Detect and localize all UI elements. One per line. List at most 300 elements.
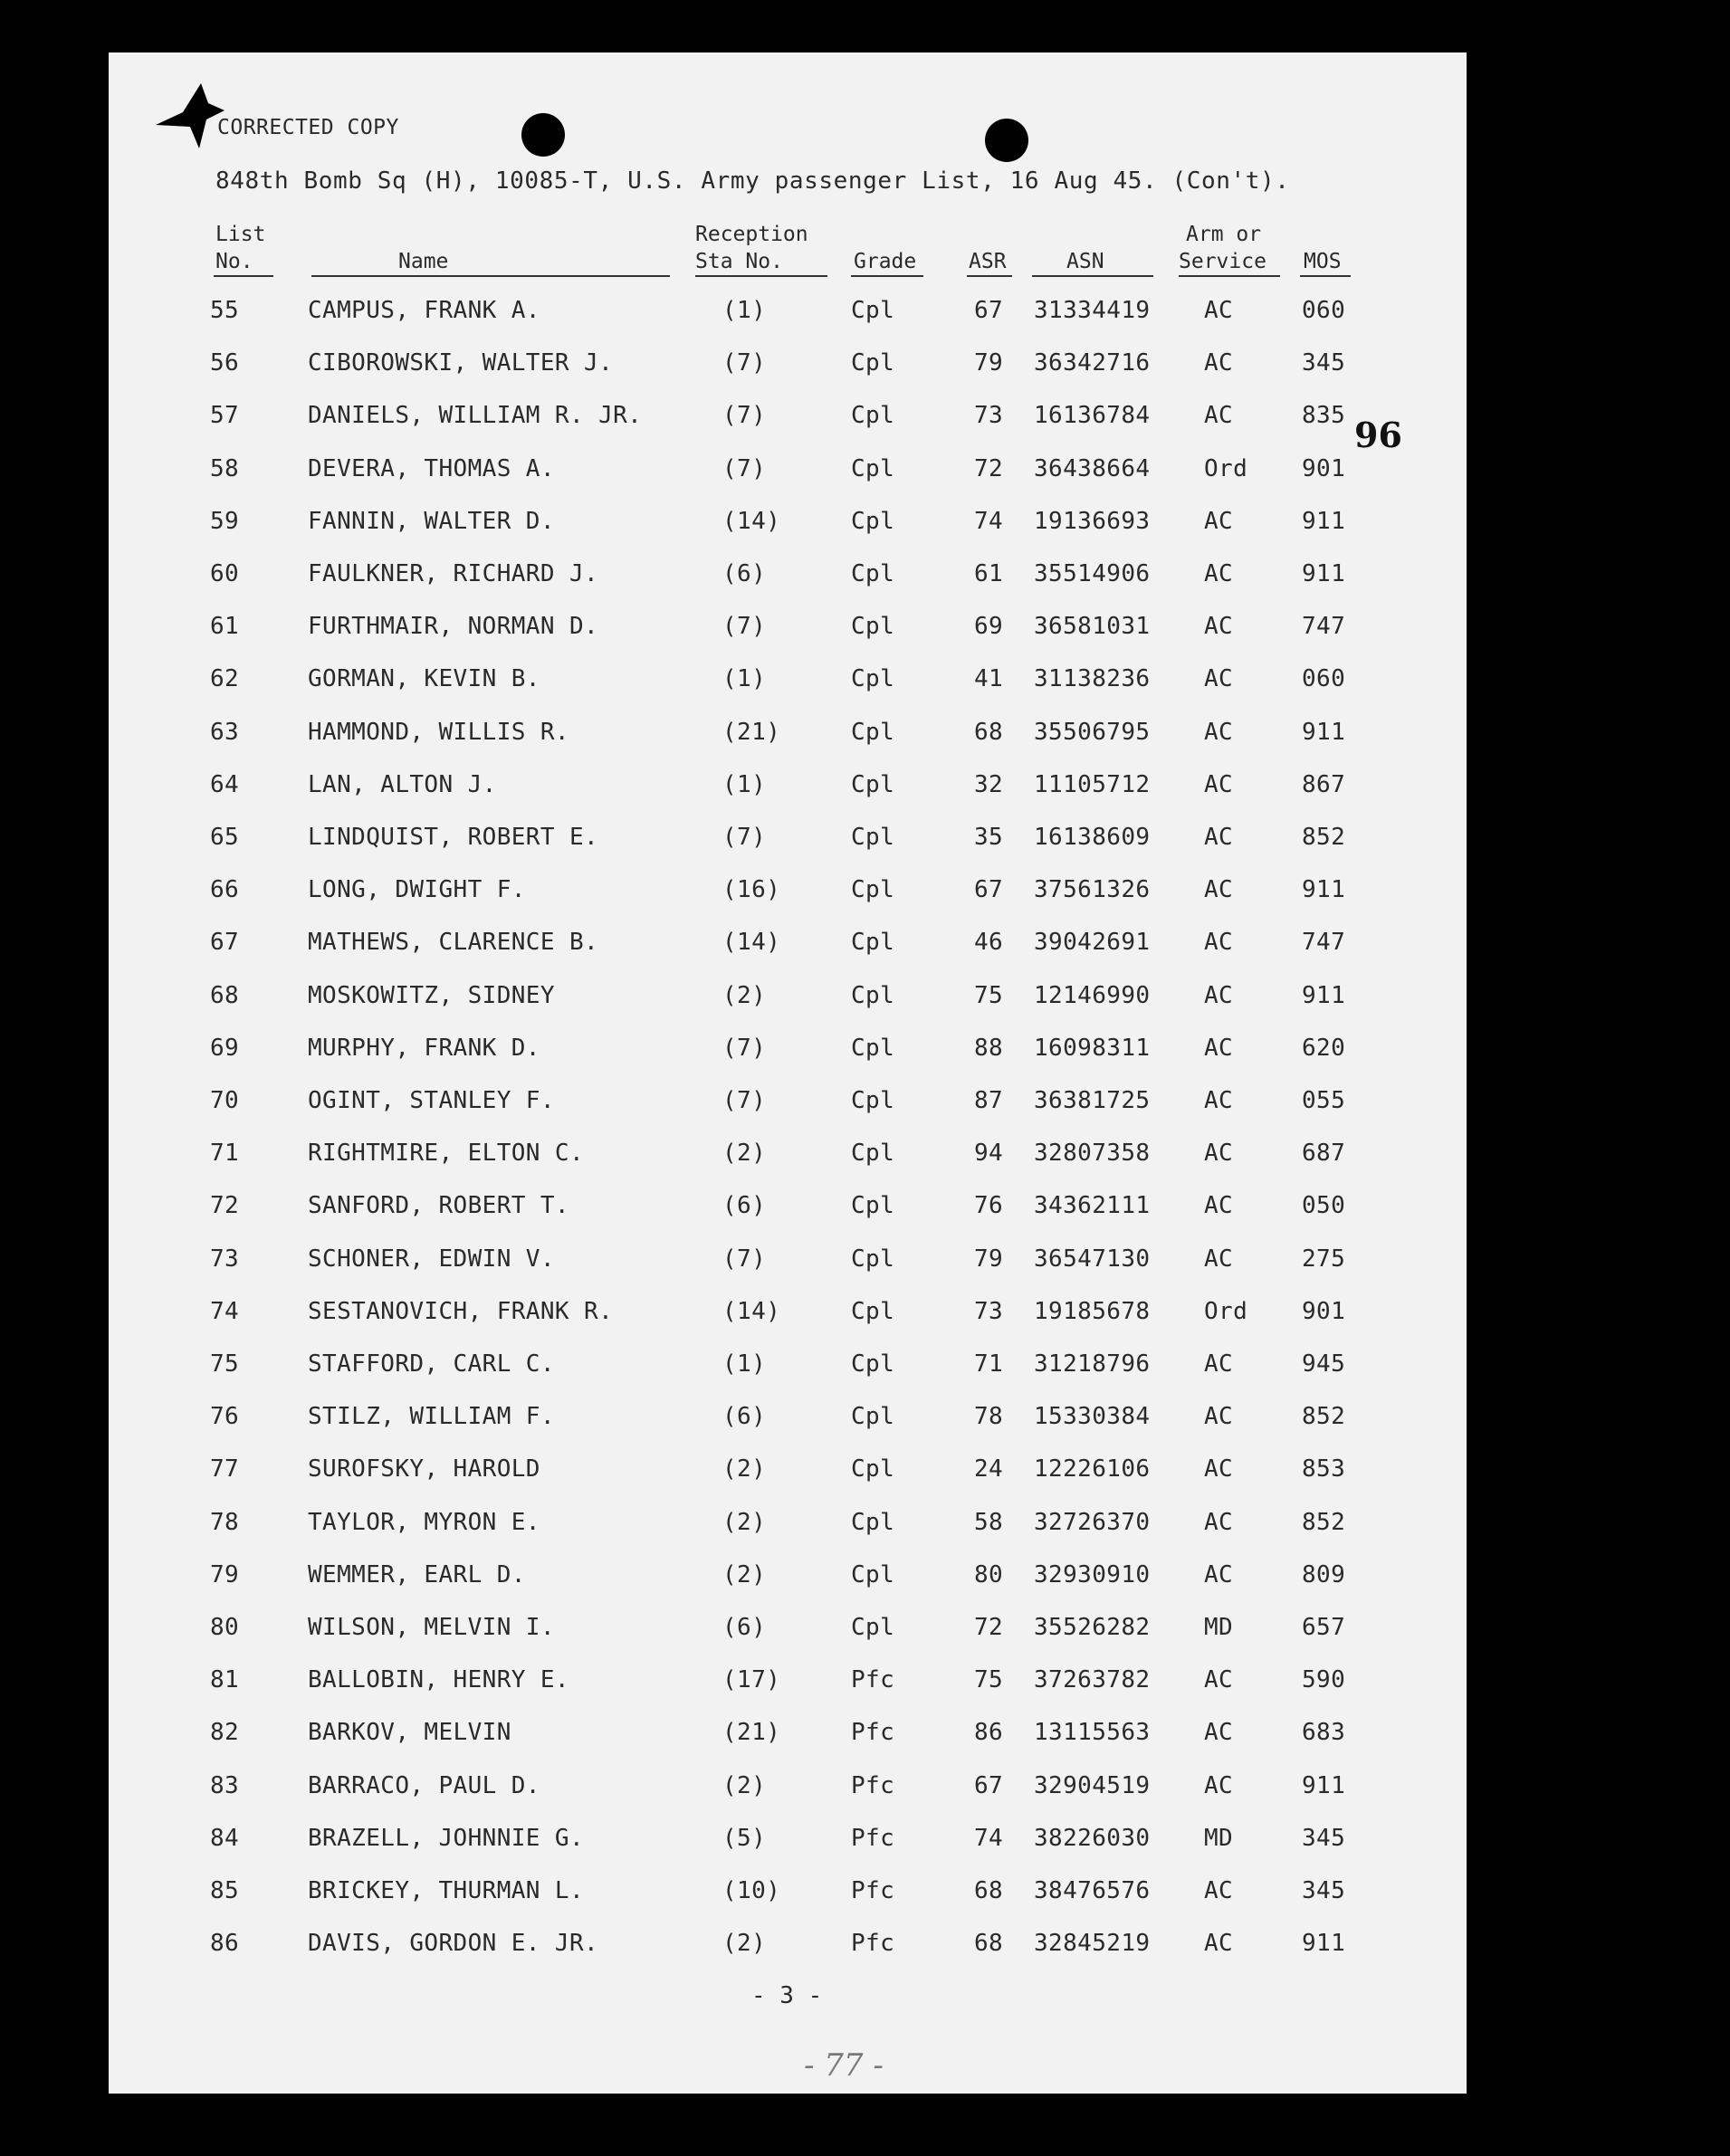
- cell-arm-service: AC: [1204, 1192, 1234, 1220]
- cell-name: BALLOBIN, HENRY E.: [308, 1666, 569, 1694]
- cell-name: DEVERA, THOMAS A.: [308, 454, 555, 482]
- cell-reception-sta: (6): [722, 1614, 767, 1641]
- cell-arm-service: AC: [1204, 929, 1234, 957]
- cell-mos: 060: [1302, 297, 1346, 324]
- table-row: [0, 1035, 1730, 1071]
- cell-reception-sta: (14): [722, 1297, 781, 1325]
- cell-asn: 16138609: [1034, 824, 1151, 851]
- cell-asn: 39042691: [1034, 929, 1151, 957]
- table-row: [0, 1403, 1730, 1439]
- punch-hole: [985, 119, 1028, 162]
- table-row: [0, 1140, 1730, 1176]
- cell-asn: 34362111: [1034, 1192, 1151, 1220]
- cell-list-no: 85: [210, 1877, 240, 1904]
- cell-name: MATHEWS, CLARENCE B.: [308, 929, 599, 957]
- cell-reception-sta: (2): [722, 1508, 767, 1536]
- cell-asn: 12226106: [1034, 1455, 1151, 1483]
- cell-grade: Pfc: [851, 1824, 895, 1852]
- cell-asr: 94: [974, 1140, 1004, 1168]
- cell-arm-service: AC: [1204, 349, 1234, 377]
- cell-asr: 86: [974, 1719, 1004, 1747]
- underline: [851, 275, 923, 277]
- document-title: 848th Bomb Sq (H), 10085-T, U.S. Army passenger List, 16 Aug 45. (Con't).: [215, 167, 1290, 195]
- cell-reception-sta: (6): [722, 560, 767, 587]
- cell-mos: 901: [1302, 454, 1346, 482]
- table-row: [0, 1561, 1730, 1598]
- cell-asr: 74: [974, 507, 1004, 535]
- header-reception-line1: Reception: [695, 223, 808, 246]
- cell-name: CIBOROWSKI, WALTER J.: [308, 349, 614, 377]
- cell-name: LAN, ALTON J.: [308, 770, 497, 798]
- cell-mos: 050: [1302, 1192, 1346, 1220]
- cell-list-no: 73: [210, 1245, 240, 1273]
- underline: [214, 275, 273, 277]
- cell-arm-service: AC: [1204, 665, 1234, 693]
- cell-reception-sta: (7): [722, 1034, 767, 1062]
- corrected-copy-stamp: CORRECTED COPY: [217, 116, 399, 139]
- cell-arm-service: MD: [1204, 1824, 1234, 1852]
- cell-name: DAVIS, GORDON E. JR.: [308, 1930, 599, 1958]
- cell-reception-sta: (1): [722, 297, 767, 324]
- underline: [1300, 275, 1351, 277]
- cell-reception-sta: (2): [722, 1771, 767, 1799]
- cell-mos: 345: [1302, 1824, 1346, 1852]
- cell-name: LONG, DWIGHT F.: [308, 876, 526, 904]
- cell-grade: Cpl: [851, 402, 895, 430]
- cell-asr: 46: [974, 929, 1004, 957]
- cell-mos: 911: [1302, 1930, 1346, 1958]
- cell-reception-sta: (7): [722, 824, 767, 851]
- cell-name: STILZ, WILLIAM F.: [308, 1403, 555, 1431]
- cell-list-no: 80: [210, 1614, 240, 1641]
- cell-asn: 31138236: [1034, 665, 1151, 693]
- cell-reception-sta: (2): [722, 1455, 767, 1483]
- table-row: [0, 929, 1730, 965]
- cell-grade: Cpl: [851, 1403, 895, 1431]
- cell-list-no: 76: [210, 1403, 240, 1431]
- cell-grade: Cpl: [851, 1297, 895, 1325]
- cell-mos: 657: [1302, 1614, 1346, 1641]
- cell-grade: Cpl: [851, 770, 895, 798]
- cell-list-no: 62: [210, 665, 240, 693]
- cell-list-no: 77: [210, 1455, 240, 1483]
- cell-name: BRAZELL, JOHNNIE G.: [308, 1824, 585, 1852]
- cell-asr: 61: [974, 560, 1004, 587]
- cell-list-no: 64: [210, 770, 240, 798]
- cell-asr: 41: [974, 665, 1004, 693]
- cell-mos: 683: [1302, 1719, 1346, 1747]
- header-arm-line1: Arm or: [1186, 223, 1262, 246]
- cell-reception-sta: (7): [722, 1245, 767, 1273]
- cell-asn: 32930910: [1034, 1560, 1151, 1588]
- cell-mos: 911: [1302, 507, 1346, 535]
- table-row: [0, 665, 1730, 701]
- cell-reception-sta: (1): [722, 1350, 767, 1378]
- cell-arm-service: Ord: [1204, 1297, 1248, 1325]
- cell-grade: Cpl: [851, 1560, 895, 1588]
- cell-reception-sta: (21): [722, 718, 781, 746]
- page-number: - 3 -: [751, 1982, 823, 2009]
- header-asr: ASR: [969, 250, 1007, 273]
- cell-asr: 68: [974, 1930, 1004, 1958]
- cell-mos: 590: [1302, 1666, 1346, 1694]
- cell-arm-service: AC: [1204, 1719, 1234, 1747]
- table-row: [0, 982, 1730, 1018]
- cell-asr: 35: [974, 824, 1004, 851]
- cell-grade: Cpl: [851, 1140, 895, 1168]
- cell-mos: 275: [1302, 1245, 1346, 1273]
- cell-arm-service: AC: [1204, 1350, 1234, 1378]
- underline: [1032, 275, 1153, 277]
- cell-mos: 620: [1302, 1034, 1346, 1062]
- cell-asr: 76: [974, 1192, 1004, 1220]
- cell-asr: 73: [974, 1297, 1004, 1325]
- cell-name: WEMMER, EARL D.: [308, 1560, 526, 1588]
- margin-page-number: 96: [1354, 415, 1402, 455]
- cell-grade: Cpl: [851, 560, 895, 587]
- cell-reception-sta: (7): [722, 402, 767, 430]
- cell-grade: Pfc: [851, 1666, 895, 1694]
- cell-asn: 38226030: [1034, 1824, 1151, 1852]
- cell-reception-sta: (2): [722, 1930, 767, 1958]
- underline: [311, 275, 670, 277]
- cell-list-no: 70: [210, 1087, 240, 1114]
- cell-asr: 79: [974, 1245, 1004, 1273]
- table-row: [0, 1930, 1730, 1966]
- cell-asr: 72: [974, 454, 1004, 482]
- header-name: Name: [398, 250, 449, 273]
- cell-asn: 15330384: [1034, 1403, 1151, 1431]
- cell-grade: Pfc: [851, 1877, 895, 1904]
- cell-grade: Cpl: [851, 1508, 895, 1536]
- table-row: [0, 508, 1730, 544]
- cell-mos: 911: [1302, 1771, 1346, 1799]
- cell-list-no: 82: [210, 1719, 240, 1747]
- cell-grade: Cpl: [851, 454, 895, 482]
- cell-asr: 69: [974, 613, 1004, 641]
- cell-asr: 67: [974, 297, 1004, 324]
- cell-asr: 74: [974, 1824, 1004, 1852]
- cell-arm-service: AC: [1204, 1455, 1234, 1483]
- cell-reception-sta: (6): [722, 1403, 767, 1431]
- cell-grade: Cpl: [851, 1350, 895, 1378]
- table-row: [0, 1509, 1730, 1545]
- cell-list-no: 78: [210, 1508, 240, 1536]
- cell-name: BARRACO, PAUL D.: [308, 1771, 540, 1799]
- cell-mos: 060: [1302, 665, 1346, 693]
- punch-hole: [521, 113, 565, 157]
- cell-grade: Cpl: [851, 1455, 895, 1483]
- cell-grade: Cpl: [851, 1034, 895, 1062]
- table-row: [0, 402, 1730, 438]
- cell-reception-sta: (16): [722, 876, 781, 904]
- cell-grade: Cpl: [851, 297, 895, 324]
- underline: [1179, 275, 1280, 277]
- cell-arm-service: AC: [1204, 981, 1234, 1009]
- cell-reception-sta: (2): [722, 1560, 767, 1588]
- cell-grade: Cpl: [851, 507, 895, 535]
- cell-name: CAMPUS, FRANK A.: [308, 297, 540, 324]
- cell-arm-service: AC: [1204, 402, 1234, 430]
- ink-blot-mark: [154, 83, 226, 165]
- header-grade: Grade: [854, 250, 917, 273]
- cell-mos: 747: [1302, 613, 1346, 641]
- cell-asn: 38476576: [1034, 1877, 1151, 1904]
- cell-name: HAMMOND, WILLIS R.: [308, 718, 569, 746]
- cell-asn: 32904519: [1034, 1771, 1151, 1799]
- cell-reception-sta: (7): [722, 349, 767, 377]
- cell-mos: 867: [1302, 770, 1346, 798]
- cell-reception-sta: (14): [722, 929, 781, 957]
- cell-asr: 24: [974, 1455, 1004, 1483]
- table-row: [0, 1087, 1730, 1123]
- cell-grade: Cpl: [851, 349, 895, 377]
- cell-name: SCHONER, EDWIN V.: [308, 1245, 555, 1273]
- cell-asr: 32: [974, 770, 1004, 798]
- cell-list-no: 57: [210, 402, 240, 430]
- cell-grade: Pfc: [851, 1930, 895, 1958]
- cell-asn: 32807358: [1034, 1140, 1151, 1168]
- cell-name: RIGHTMIRE, ELTON C.: [308, 1140, 585, 1168]
- cell-arm-service: AC: [1204, 613, 1234, 641]
- cell-mos: 345: [1302, 349, 1346, 377]
- cell-asn: 19185678: [1034, 1297, 1151, 1325]
- header-reception: [695, 221, 808, 275]
- cell-grade: Cpl: [851, 613, 895, 641]
- header-list-no-line1: List: [215, 223, 266, 246]
- cell-asr: 68: [974, 1877, 1004, 1904]
- table-row: [0, 297, 1730, 333]
- cell-asn: 36547130: [1034, 1245, 1151, 1273]
- cell-grade: Cpl: [851, 981, 895, 1009]
- cell-asn: 35526282: [1034, 1614, 1151, 1641]
- table-row: [0, 613, 1730, 649]
- cell-asn: 13115563: [1034, 1719, 1151, 1747]
- cell-asn: 35506795: [1034, 718, 1151, 746]
- table-row: [0, 560, 1730, 596]
- cell-list-no: 71: [210, 1140, 240, 1168]
- cell-arm-service: AC: [1204, 1508, 1234, 1536]
- cell-grade: Cpl: [851, 1245, 895, 1273]
- cell-asn: 31218796: [1034, 1350, 1151, 1378]
- cell-list-no: 74: [210, 1297, 240, 1325]
- cell-asn: 16136784: [1034, 402, 1151, 430]
- cell-name: TAYLOR, MYRON E.: [308, 1508, 540, 1536]
- cell-asr: 71: [974, 1350, 1004, 1378]
- cell-name: SUROFSKY, HAROLD: [308, 1455, 540, 1483]
- cell-mos: 911: [1302, 560, 1346, 587]
- header-list-no-line2: No.: [215, 250, 253, 273]
- cell-asr: 58: [974, 1508, 1004, 1536]
- table-row: [0, 1877, 1730, 1913]
- cell-asn: 32726370: [1034, 1508, 1151, 1536]
- cell-reception-sta: (6): [722, 1192, 767, 1220]
- cell-asr: 67: [974, 1771, 1004, 1799]
- cell-grade: Pfc: [851, 1719, 895, 1747]
- header-reception-line2: Sta No.: [695, 250, 783, 273]
- cell-mos: 747: [1302, 929, 1346, 957]
- cell-list-no: 56: [210, 349, 240, 377]
- table-row: [0, 1192, 1730, 1228]
- cell-arm-service: AC: [1204, 718, 1234, 746]
- cell-asr: 73: [974, 402, 1004, 430]
- cell-reception-sta: (17): [722, 1666, 781, 1694]
- header-mos: MOS: [1304, 250, 1342, 273]
- handwritten-number: - 77 -: [804, 2047, 884, 2084]
- cell-mos: 345: [1302, 1877, 1346, 1904]
- table-row: [0, 1772, 1730, 1808]
- cell-list-no: 63: [210, 718, 240, 746]
- table-row: [0, 455, 1730, 491]
- cell-name: FAULKNER, RICHARD J.: [308, 560, 599, 587]
- cell-mos: 835: [1302, 402, 1346, 430]
- cell-reception-sta: (5): [722, 1824, 767, 1852]
- cell-asn: 36381725: [1034, 1087, 1151, 1114]
- cell-name: SESTANOVICH, FRANK R.: [308, 1297, 614, 1325]
- cell-grade: Cpl: [851, 929, 895, 957]
- cell-mos: 055: [1302, 1087, 1346, 1114]
- cell-grade: Cpl: [851, 1614, 895, 1641]
- cell-asn: 31334419: [1034, 297, 1151, 324]
- table-row: [0, 1666, 1730, 1703]
- cell-reception-sta: (7): [722, 613, 767, 641]
- cell-reception-sta: (10): [722, 1877, 781, 1904]
- cell-asr: 68: [974, 718, 1004, 746]
- header-asn: ASN: [1066, 250, 1104, 273]
- table-row: [0, 1614, 1730, 1650]
- cell-arm-service: AC: [1204, 824, 1234, 851]
- underline: [695, 275, 827, 277]
- cell-asr: 67: [974, 876, 1004, 904]
- cell-list-no: 68: [210, 981, 240, 1009]
- cell-list-no: 55: [210, 297, 240, 324]
- cell-mos: 853: [1302, 1455, 1346, 1483]
- cell-asr: 75: [974, 1666, 1004, 1694]
- cell-mos: 901: [1302, 1297, 1346, 1325]
- cell-mos: 945: [1302, 1350, 1346, 1378]
- cell-name: WILSON, MELVIN I.: [308, 1614, 555, 1641]
- cell-mos: 911: [1302, 981, 1346, 1009]
- cell-asn: 37263782: [1034, 1666, 1151, 1694]
- cell-grade: Cpl: [851, 718, 895, 746]
- cell-name: BRICKEY, THURMAN L.: [308, 1877, 585, 1904]
- cell-list-no: 79: [210, 1560, 240, 1588]
- cell-reception-sta: (2): [722, 1140, 767, 1168]
- cell-grade: Cpl: [851, 876, 895, 904]
- header-arm-line2: Service: [1179, 250, 1266, 273]
- cell-asr: 87: [974, 1087, 1004, 1114]
- cell-reception-sta: (1): [722, 770, 767, 798]
- cell-list-no: 59: [210, 507, 240, 535]
- cell-grade: Cpl: [851, 665, 895, 693]
- cell-name: STAFFORD, CARL C.: [308, 1350, 555, 1378]
- cell-name: BARKOV, MELVIN: [308, 1719, 511, 1747]
- cell-reception-sta: (7): [722, 454, 767, 482]
- cell-arm-service: AC: [1204, 1560, 1234, 1588]
- cell-name: MOSKOWITZ, SIDNEY: [308, 981, 555, 1009]
- cell-asn: 35514906: [1034, 560, 1151, 587]
- cell-mos: 852: [1302, 824, 1346, 851]
- cell-arm-service: MD: [1204, 1614, 1234, 1641]
- cell-asn: 37561326: [1034, 876, 1151, 904]
- table-row: [0, 1298, 1730, 1334]
- cell-arm-service: AC: [1204, 560, 1234, 587]
- cell-arm-service: AC: [1204, 770, 1234, 798]
- cell-list-no: 81: [210, 1666, 240, 1694]
- table-row: [0, 1719, 1730, 1755]
- cell-name: SANFORD, ROBERT T.: [308, 1192, 569, 1220]
- cell-reception-sta: (14): [722, 507, 781, 535]
- cell-name: LINDQUIST, ROBERT E.: [308, 824, 599, 851]
- cell-arm-service: AC: [1204, 1034, 1234, 1062]
- cell-mos: 911: [1302, 718, 1346, 746]
- cell-name: GORMAN, KEVIN B.: [308, 665, 540, 693]
- header-arm-service: [1179, 221, 1266, 275]
- cell-arm-service: AC: [1204, 1245, 1234, 1273]
- cell-mos: 809: [1302, 1560, 1346, 1588]
- cell-asr: 72: [974, 1614, 1004, 1641]
- table-row: [0, 1245, 1730, 1282]
- cell-asr: 88: [974, 1034, 1004, 1062]
- cell-list-no: 86: [210, 1930, 240, 1958]
- cell-list-no: 83: [210, 1771, 240, 1799]
- cell-list-no: 65: [210, 824, 240, 851]
- cell-asr: 78: [974, 1403, 1004, 1431]
- cell-name: MURPHY, FRANK D.: [308, 1034, 540, 1062]
- cell-asn: 19136693: [1034, 507, 1151, 535]
- table-row: [0, 349, 1730, 386]
- cell-asr: 79: [974, 349, 1004, 377]
- table-row: [0, 824, 1730, 860]
- cell-arm-service: AC: [1204, 1771, 1234, 1799]
- cell-mos: 911: [1302, 876, 1346, 904]
- cell-asn: 16098311: [1034, 1034, 1151, 1062]
- cell-asn: 11105712: [1034, 770, 1151, 798]
- cell-list-no: 67: [210, 929, 240, 957]
- header-list-no: [215, 221, 265, 275]
- cell-arm-service: AC: [1204, 1140, 1234, 1168]
- cell-asn: 36581031: [1034, 613, 1151, 641]
- cell-grade: Cpl: [851, 1087, 895, 1114]
- cell-list-no: 72: [210, 1192, 240, 1220]
- table-row: [0, 771, 1730, 807]
- cell-reception-sta: (7): [722, 1087, 767, 1114]
- cell-mos: 852: [1302, 1508, 1346, 1536]
- cell-mos: 687: [1302, 1140, 1346, 1168]
- cell-name: FANNIN, WALTER D.: [308, 507, 555, 535]
- cell-arm-service: AC: [1204, 1666, 1234, 1694]
- cell-reception-sta: (2): [722, 981, 767, 1009]
- cell-name: DANIELS, WILLIAM R. JR.: [308, 402, 643, 430]
- cell-arm-service: AC: [1204, 1087, 1234, 1114]
- cell-reception-sta: (1): [722, 665, 767, 693]
- cell-arm-service: AC: [1204, 507, 1234, 535]
- cell-list-no: 75: [210, 1350, 240, 1378]
- cell-grade: Cpl: [851, 824, 895, 851]
- cell-arm-service: Ord: [1204, 454, 1248, 482]
- underline: [967, 275, 1012, 277]
- cell-asn: 32845219: [1034, 1930, 1151, 1958]
- cell-name: OGINT, STANLEY F.: [308, 1087, 555, 1114]
- table-row: [0, 876, 1730, 912]
- cell-arm-service: AC: [1204, 1403, 1234, 1431]
- table-row: [0, 1350, 1730, 1387]
- table-row: [0, 719, 1730, 755]
- cell-mos: 852: [1302, 1403, 1346, 1431]
- table-row: [0, 1825, 1730, 1861]
- cell-asn: 36342716: [1034, 349, 1151, 377]
- cell-arm-service: AC: [1204, 297, 1234, 324]
